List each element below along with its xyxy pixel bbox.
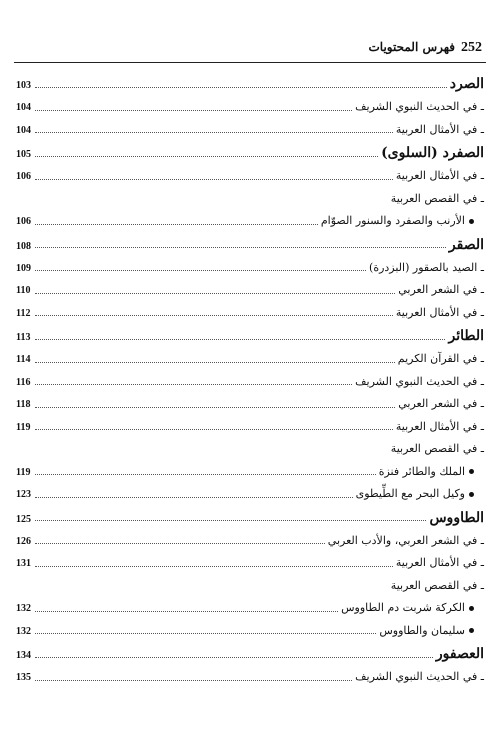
dot-leader: [35, 633, 376, 634]
toc-entry: [16, 165, 484, 188]
entry-text: ـ في الأمثال العربية: [395, 169, 484, 182]
entry-text: ـ في القصص العربية: [390, 442, 484, 455]
entry-label: [341, 597, 484, 620]
toc-entry: [16, 302, 484, 325]
bullet-icon: [469, 219, 474, 224]
entry-page-number: 132: [16, 603, 31, 614]
entry-page-number: 132: [16, 625, 31, 637]
dot-leader: [35, 156, 378, 157]
entry-label: [356, 483, 484, 506]
toc-entry: [16, 552, 484, 575]
toc-entry: [16, 438, 484, 461]
entry-text: ـ في الأمثال العربية: [395, 419, 484, 433]
toc-bullet-entry: [16, 210, 484, 233]
entry-page-number: 112: [16, 307, 31, 319]
entry-label: [436, 642, 484, 666]
toc-entry: [16, 119, 484, 142]
dot-leader: [35, 339, 445, 340]
dot-leader: [35, 520, 426, 521]
entry-page-number: 131: [16, 558, 31, 569]
entry-text: وكيل البحر مع الطِّيطوى: [355, 487, 465, 500]
entry-page-number: 113: [16, 332, 31, 343]
dot-leader: [35, 543, 325, 544]
dot-leader: [35, 497, 353, 498]
entry-label: [448, 324, 484, 348]
toc-entry: [16, 393, 484, 416]
entry-page-number: 106: [16, 171, 31, 182]
entry-text: ـ في القرآن الكريم: [397, 352, 484, 365]
page-number: 252: [461, 40, 482, 55]
entry-label: [391, 188, 484, 211]
toc-heading: [16, 141, 484, 165]
entry-label: [396, 119, 484, 142]
toc-entry: [16, 96, 484, 119]
toc-bullet-entry: [16, 461, 484, 484]
dot-leader: [35, 132, 393, 133]
entry-text: الملك والطائر فنزة: [378, 464, 465, 478]
entry-label: [396, 552, 484, 575]
entry-label: [396, 165, 484, 188]
entry-label: [321, 210, 484, 233]
entry-label: [398, 279, 484, 302]
running-title: فهرس المحتويات: [368, 40, 455, 54]
entry-page-number: 105: [16, 149, 31, 160]
dot-leader: [35, 110, 352, 111]
dot-leader: [35, 270, 366, 271]
entry-page-number: 106: [16, 216, 31, 227]
dot-leader: [35, 611, 338, 612]
entry-page-number: 109: [16, 262, 31, 274]
entry-page-number: 119: [16, 421, 31, 433]
toc-bullet-entry: [16, 620, 484, 643]
entry-text: الطائر: [448, 328, 484, 344]
entry-page-number: 134: [16, 650, 31, 661]
toc-entries: [16, 72, 484, 689]
entry-text: الطاووس: [429, 509, 484, 526]
entry-label: [328, 530, 484, 553]
toc-bullet-entry: [16, 597, 484, 620]
entry-label: [398, 348, 484, 371]
entry-label: [396, 416, 484, 439]
entry-text: ـ في الشعر العربي: [398, 397, 484, 410]
entry-text: ـ في الأمثال العربية: [395, 305, 484, 319]
entry-label: [379, 620, 484, 643]
bullet-icon: [469, 606, 474, 611]
entry-page-number: 125: [16, 513, 31, 525]
entry-label: [396, 302, 484, 325]
entry-text: الصرد: [449, 76, 484, 92]
entry-page-number: 103: [16, 80, 31, 91]
entry-page-number: 119: [16, 466, 31, 478]
bullet-icon: [469, 628, 474, 633]
entry-text: ـ في الأمثال العربية: [395, 122, 484, 136]
entry-page-number: 116: [16, 376, 31, 388]
toc-heading: [16, 506, 484, 530]
toc-entry: [16, 188, 484, 211]
toc-entry: [16, 530, 484, 553]
dot-leader: [35, 293, 395, 294]
entry-page-number: 126: [16, 535, 31, 547]
dot-leader: [35, 224, 318, 225]
entry-text: الصقر: [448, 236, 484, 253]
entry-page-number: 114: [16, 354, 31, 365]
entry-text: سليمان والطاووس: [379, 623, 465, 637]
entry-label: [381, 141, 484, 165]
entry-page-number: 104: [16, 102, 31, 113]
entry-text: الكركة شربت دم الطاووس: [341, 601, 465, 614]
entry-label: [379, 461, 484, 484]
entry-label: [369, 257, 484, 280]
dot-leader: [35, 680, 352, 681]
entry-page-number: 123: [16, 489, 31, 500]
entry-label: [398, 393, 484, 416]
entry-label: [391, 438, 484, 461]
entry-text: ـ في الشعر العربي، والأدب العربي: [327, 533, 484, 547]
entry-text: ـ في القصص العربية: [390, 191, 484, 205]
entry-label: [355, 371, 484, 394]
toc-entry: [16, 279, 484, 302]
entry-label: [429, 506, 484, 530]
toc-heading: [16, 72, 484, 96]
dot-leader: [35, 315, 393, 316]
header-rule: [14, 62, 486, 63]
toc-heading: [16, 324, 484, 348]
toc-entry: [16, 257, 484, 280]
dot-leader: [35, 474, 376, 475]
entry-page-number: 135: [16, 672, 31, 683]
entry-text: ـ في القصص العربية: [390, 578, 484, 592]
entry-label: [355, 666, 484, 689]
entry-text: ـ في الحديث النبوي الشريف: [355, 374, 484, 388]
entry-text: الأرنب والصفرد والسنور الصوّام: [320, 214, 465, 227]
dot-leader: [35, 87, 447, 88]
entry-page-number: 110: [16, 285, 31, 296]
toc-bullet-entry: [16, 483, 484, 506]
entry-page-number: 118: [16, 399, 31, 410]
toc-heading: [16, 642, 484, 666]
entry-page-number: 104: [16, 124, 31, 136]
entry-text: ـ في الحديث النبوي الشريف: [355, 100, 484, 113]
entry-text: ـ في الشعر العربي: [398, 283, 484, 296]
page-header: [368, 40, 482, 56]
toc-entry: [16, 575, 484, 598]
toc-entry: [16, 371, 484, 394]
bullet-icon: [469, 469, 474, 474]
entry-page-number: 108: [16, 240, 31, 252]
entry-label: [449, 233, 484, 257]
dot-leader: [35, 247, 446, 248]
entry-label: [391, 575, 484, 598]
dot-leader: [35, 429, 393, 430]
dot-leader: [35, 657, 433, 658]
entry-text: ـ في الحديث النبوي الشريف: [355, 670, 484, 683]
dot-leader: [35, 566, 393, 567]
entry-label: [355, 96, 484, 119]
toc-entry: [16, 666, 484, 689]
dot-leader: [35, 384, 352, 385]
entry-label: [450, 72, 484, 96]
toc-entry: [16, 416, 484, 439]
toc-entry: [16, 348, 484, 371]
dot-leader: [35, 407, 395, 408]
dot-leader: [35, 179, 393, 180]
entry-text: العصفور: [435, 646, 484, 662]
bullet-icon: [469, 492, 474, 497]
entry-text: الصفرد (السلوى): [381, 145, 484, 161]
dot-leader: [35, 362, 395, 363]
entry-text: ـ الصيد بالصقور (البزدرة): [369, 260, 484, 274]
toc-heading: [16, 233, 484, 257]
entry-text: ـ في الأمثال العربية: [395, 556, 484, 569]
